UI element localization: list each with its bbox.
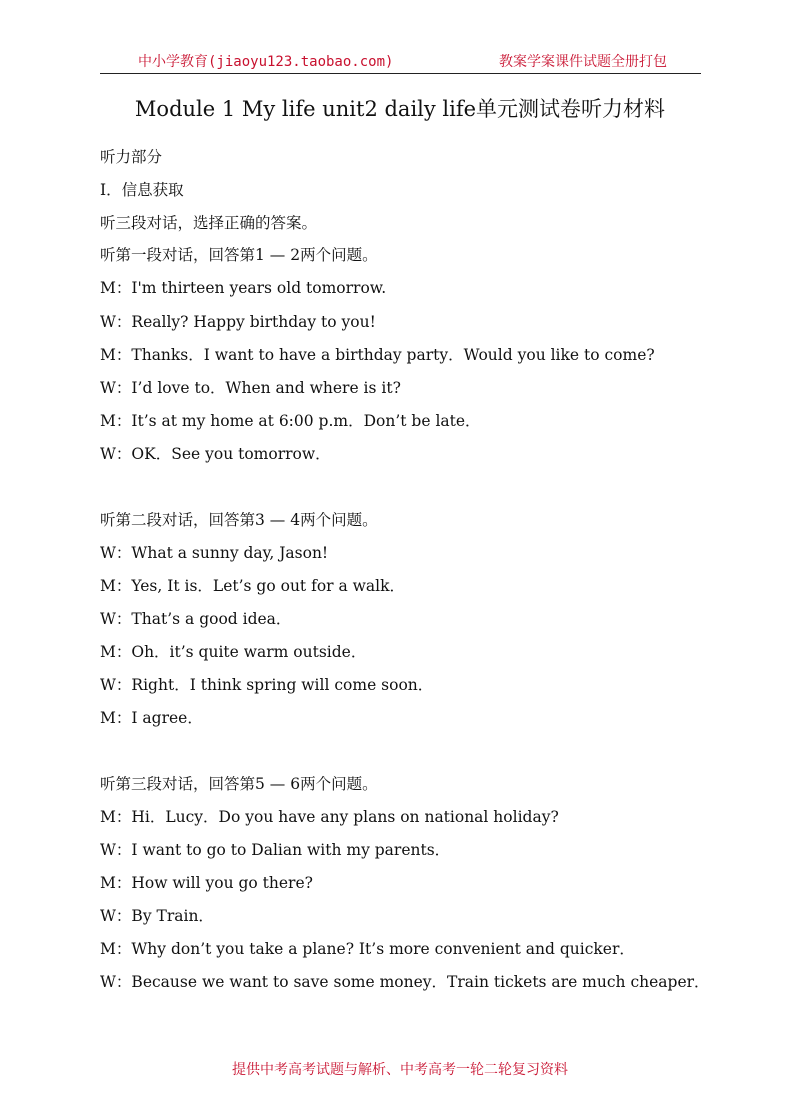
instruction-text: 听三段对话，选择正确的答案。 <box>100 214 318 232</box>
dialogue-line: M：Oh．it’s quite warm outside． <box>100 643 367 661</box>
dialogue-line: M：Thanks．I want to have a birthday party．Would you like to come? <box>100 346 655 364</box>
dialogue-line: W：I’d love to．When and where is it? <box>100 379 401 397</box>
dialogue-line: M：How will you go there? <box>100 874 313 892</box>
dialogue-line: W：What a sunny day, Jason! <box>100 544 329 562</box>
dialogue-line: W：By Train． <box>100 907 214 925</box>
part-heading: I．信息获取 <box>100 181 184 199</box>
dialogue-3-heading: 听第三段对话，回答第5 — 6两个问题。 <box>100 775 378 793</box>
page-header <box>100 49 701 74</box>
dialogue-line: W：Right．I think spring will come soon． <box>100 676 434 694</box>
dialogue-line: M：I agree． <box>100 709 203 727</box>
page-footer: 提供中考高考试题与解析、中考高考一轮二轮复习资料 <box>232 1062 568 1078</box>
dialogue-line: M：Why don’t you take a plane? It’s more convenient and quicker． <box>100 940 635 958</box>
dialogue-line: M：Yes, It is．Let’s go out for a walk． <box>100 577 406 595</box>
dialogue-line: W：I want to go to Dalian with my parents． <box>100 841 451 859</box>
document-title: Module 1 My life unit2 daily life单元测试卷听力材料 <box>134 97 666 121</box>
dialogue-line: W：Really? Happy birthday to you! <box>100 313 376 331</box>
dialogue-line: W：OK．See you tomorrow． <box>100 445 331 463</box>
dialogue-line: M：It’s at my home at 6:00 p.m．Don’t be late． <box>100 412 481 430</box>
dialogue-line: M：Hi．Lucy．Do you have any plans on national holiday? <box>100 808 559 826</box>
section-heading: 听力部分 <box>100 148 163 166</box>
dialogue-line: M：I'm thirteen years old tomorrow. <box>100 279 387 297</box>
header-right-text: 教案学案课件试题全册打包 <box>499 54 667 70</box>
dialogue-line: W：That’s a good idea． <box>100 610 292 628</box>
header-left-text: 中小学教育(jiaoyu123.taobao.com) <box>138 54 394 70</box>
dialogue-2-heading: 听第二段对话，回答第3 — 4两个问题。 <box>100 511 378 529</box>
dialogue-1-heading: 听第一段对话，回答第1 — 2两个问题。 <box>100 246 378 264</box>
dialogue-line: W：Because we want to save some money．Train tickets are much cheaper． <box>100 973 710 991</box>
